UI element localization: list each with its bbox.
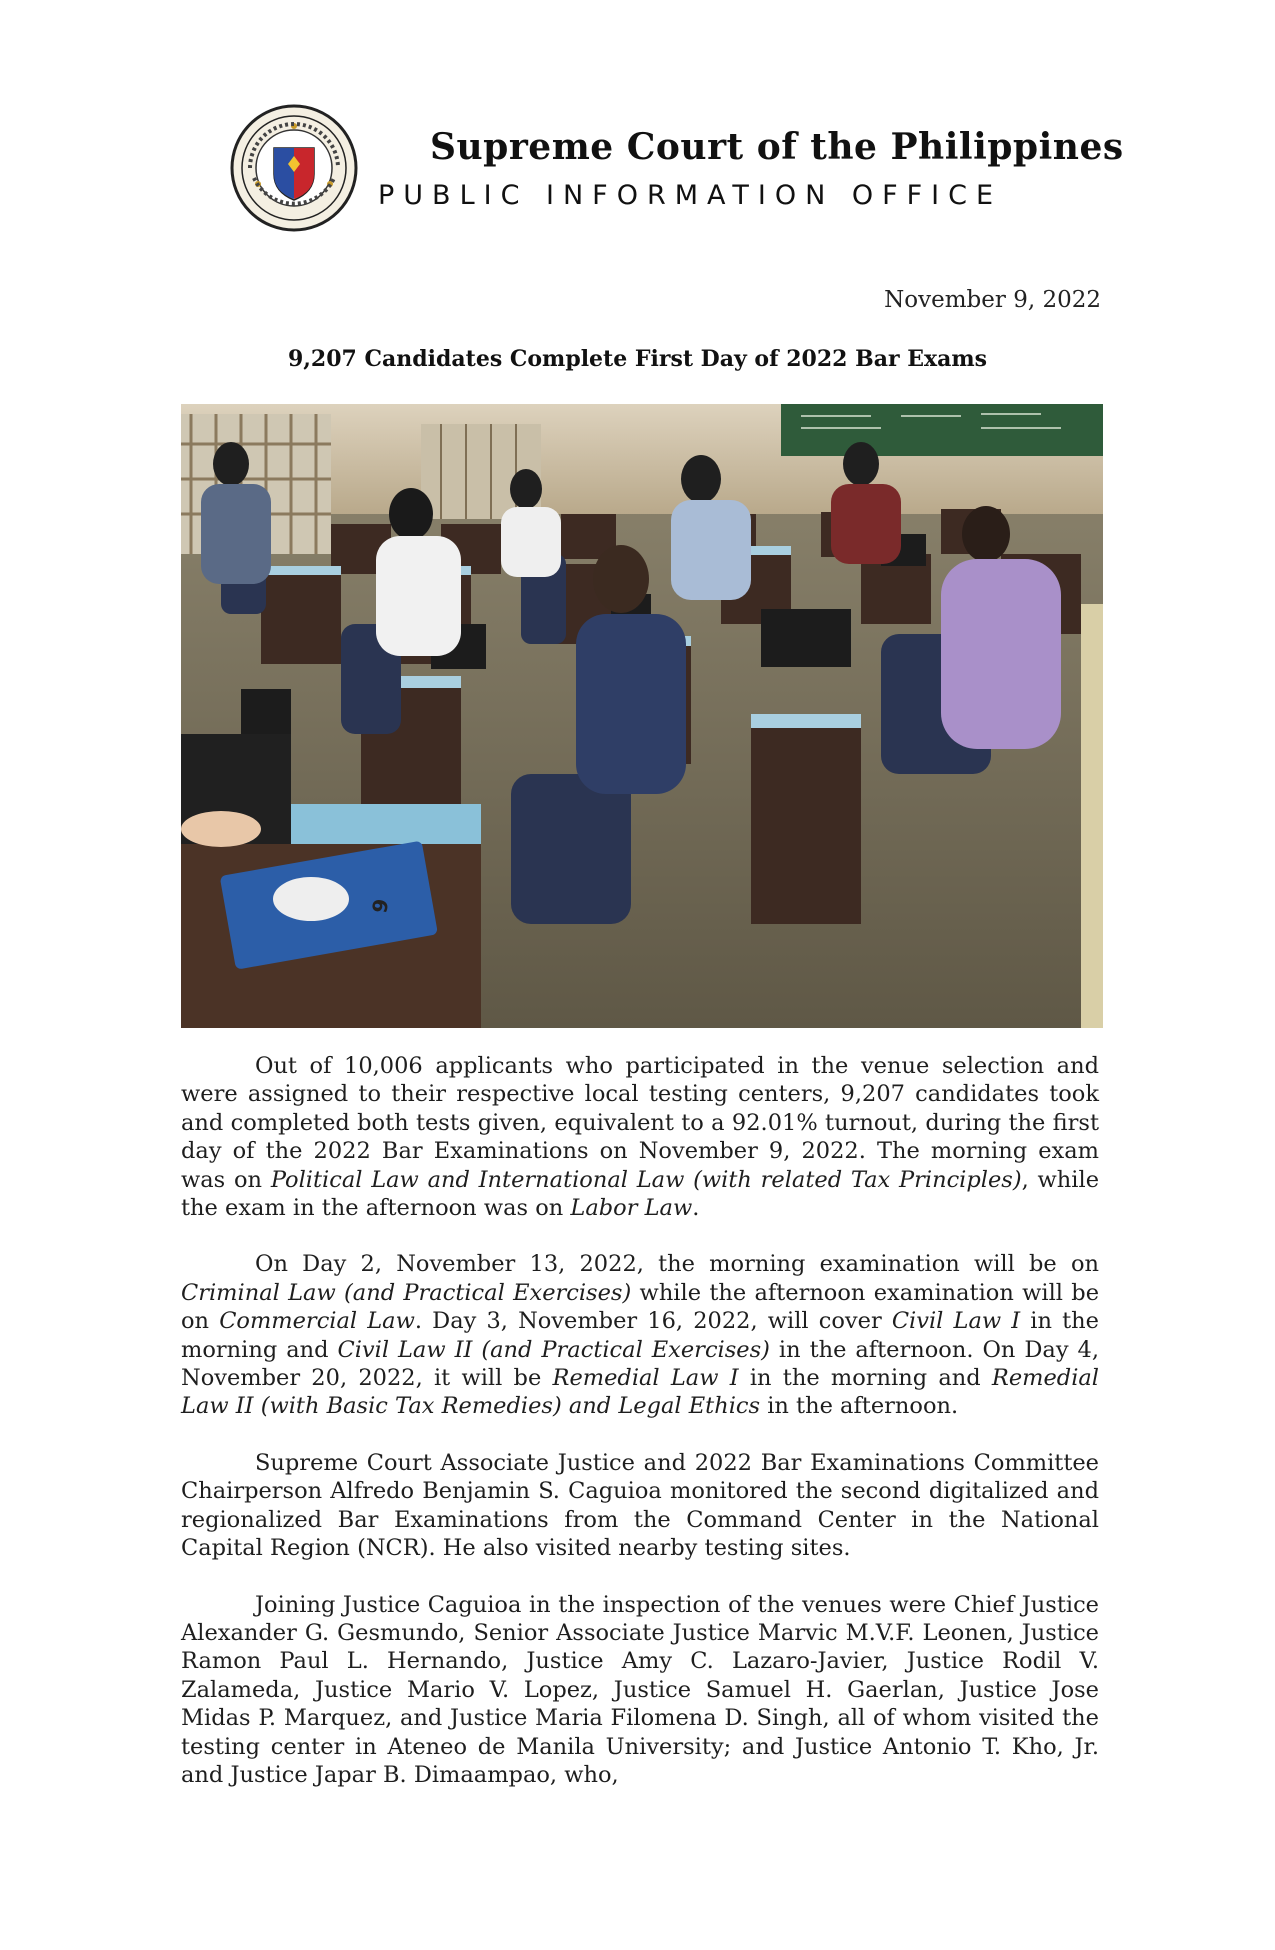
body-paragraph bbox=[181, 1052, 1099, 1222]
paragraph-text: . Day 3, November 16, 2022, will cover bbox=[414, 1308, 892, 1335]
paragraph-text: in the morning and bbox=[181, 1308, 1099, 1363]
paragraph-text: , while the exam in the afternoon was on bbox=[181, 1166, 1100, 1222]
paragraph-text: . bbox=[692, 1195, 700, 1222]
exam-room-photo bbox=[181, 404, 1103, 1028]
italic-text: Criminal Law (and Practical Exercises) bbox=[181, 1279, 632, 1306]
paragraph-text: Out of 10,006 applicants who participated in the venue selection and were assigned to their respective local testing centers, 9,207 candidates took and completed both tests given, equivalent to a 92.01% turnout, during the first day of the 2022 Bar Examinations on November 9, 2022. The morning exam was on bbox=[181, 1053, 1099, 1193]
italic-text: Labor Law bbox=[570, 1195, 693, 1222]
paragraph-text: Joining Justice Caguioa in the inspection of the venues were Chief Justice Alexander G. Gesmundo, Senior Associate Justice Marvic M.V.F. Leonen, Justice Ramon Paul L. Hernando, Justice Amy C. Lazaro-Javier, Justice Rodil V. Zalameda, Justice Mario V. Lopez, Justice Samuel H. Gaerlan, Justice Jose Midas P. Marquez, and Justice Maria Filomena D. Singh, all of whom visited the testing center in Ateneo de Manila University; and Justice Antonio T. Kho, Jr. and Justice Japar B. Dimaampao, who, bbox=[181, 1591, 1099, 1788]
court-name: Supreme Court of the Philippines bbox=[430, 126, 1124, 168]
desk-number: 9 bbox=[367, 896, 394, 915]
paragraph-text: Supreme Court Associate Justice and 2022 Bar Examinations Committee Chairperson Alfredo Benjamin S. Caguioa monitored the second digitalized and regionalized Bar Examinations from the Command Center in the National Capital Region (NCR). He also visited nearby testing sites. bbox=[181, 1449, 1099, 1562]
italic-text: Political Law and International Law (with related Tax Principles) bbox=[270, 1166, 1022, 1193]
italic-text: Remedial Law I bbox=[552, 1365, 739, 1392]
italic-text: Civil Law II (and Practical Exercises) bbox=[337, 1336, 770, 1363]
article-body bbox=[181, 1052, 1099, 1817]
paragraph-text: in the afternoon. On Day 4, November 20, 2022, it will be bbox=[181, 1336, 1099, 1392]
italic-text: Commercial Law bbox=[219, 1308, 415, 1335]
italic-text: Remedial Law II (with Basic Tax Remedies) and Legal Ethics bbox=[181, 1365, 1100, 1420]
release-date: November 9, 2022 bbox=[884, 287, 1101, 313]
paragraph-text: in the afternoon. bbox=[760, 1393, 959, 1420]
letterhead bbox=[230, 104, 1124, 232]
paragraph-text: On Day 2, November 13, 2022, the morning examination will be on bbox=[255, 1251, 1099, 1278]
office-name: PUBLIC INFORMATION OFFICE bbox=[378, 180, 1003, 211]
supreme-court-seal-icon bbox=[230, 104, 358, 232]
italic-text: Civil Law I bbox=[891, 1308, 1021, 1335]
body-paragraph bbox=[181, 1250, 1099, 1420]
paragraph-text: in the morning and bbox=[738, 1365, 992, 1392]
paragraph-text: while the afternoon examination will be on bbox=[181, 1279, 1100, 1335]
body-paragraph bbox=[181, 1449, 1099, 1563]
press-release-headline: 9,207 Candidates Complete First Day of 2022 Bar Exams bbox=[287, 346, 988, 372]
body-paragraph bbox=[181, 1591, 1099, 1790]
